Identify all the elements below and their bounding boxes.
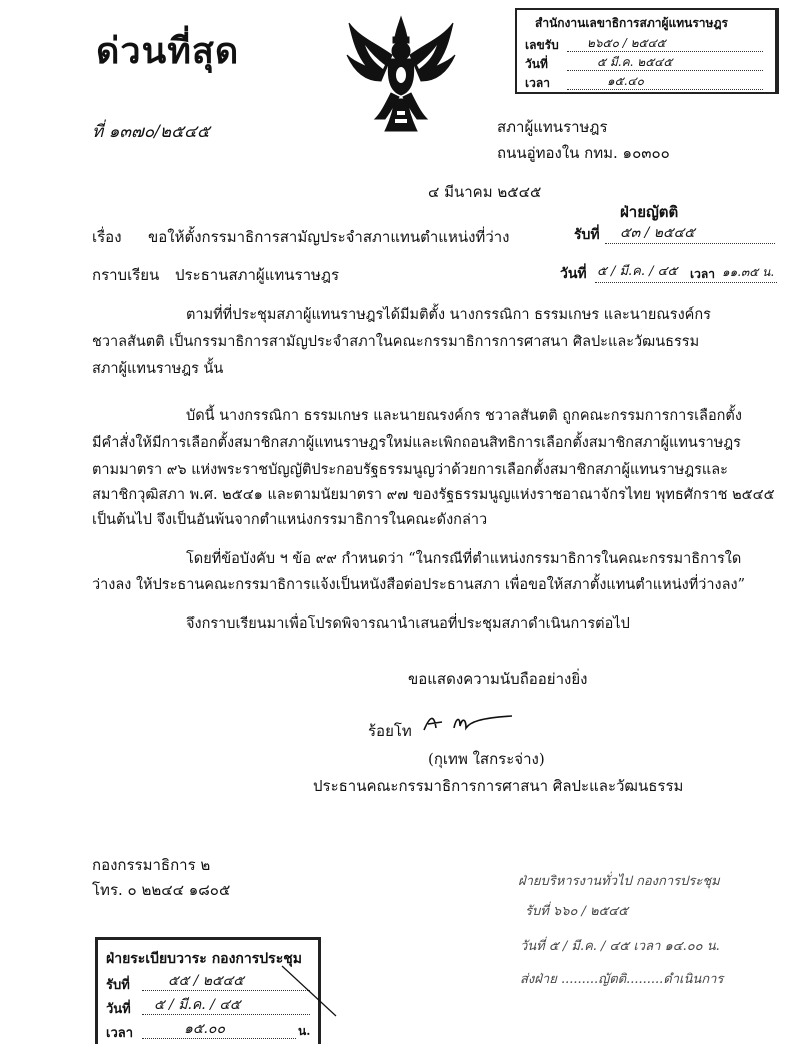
motions-received-value: ๕๓ / ๒๕๔๕ (620, 225, 695, 241)
body-p3-line1: โดยที่ข้อบังคับ ฯ ข้อ ๙๙ กำหนดว่า “ในกรณีที่ตำแหน่งกรรมาธิการในคณะกรรมาธิการใด (186, 551, 742, 567)
urgency-heading: ด่วนที่สุด (96, 31, 240, 72)
admin-stamp-line4: ส่งฝ่าย .........ญัตติ.........ดำเนินการ (520, 972, 724, 987)
stamp-received-label: เลขรับ (525, 38, 559, 52)
agenda-time-label: เวลา (106, 1026, 134, 1041)
receipt-stamp-secretariat (515, 8, 779, 94)
subject-label: เรื่อง (92, 228, 122, 246)
agenda-received-label: รับที่ (106, 978, 130, 993)
footer-phone: โทร. ๐ ๒๒๔๔ ๑๘๐๕ (92, 881, 231, 899)
garuda-emblem-icon (345, 15, 457, 135)
stamp-time-value: ๑๕.๔๐ (607, 74, 644, 88)
agenda-stamp-org: ฝ่ายระเบียบวาระ กองการประชุม (106, 951, 302, 967)
body-p1-line1: ตามที่ที่ประชุมสภาผู้แทนราษฎรได้มีมติตั้ง นางกรรณิกา ธรรมเกษร และนายณรงค์กร (186, 307, 711, 323)
stamp-date-label: วันที่ (525, 57, 548, 71)
recipient-label: กราบเรียน (92, 266, 160, 284)
subject-text: ขอให้ตั้งกรรมาธิการสามัญประจำสภาแทนตำแหน่งที่ว่าง (148, 228, 510, 246)
body-p1-line2: ชวาลสันตติ เป็นกรรมาธิการสามัญประจำสภาในคณะกรรมาธิการการศาสนา ศิลปะและวัฒนธรรม (92, 334, 700, 350)
stamp-org: สำนักงานเลขาธิการสภาผู้แทนราษฎร (535, 16, 728, 30)
stamp-received-value: ๒๖๕๐ / ๒๕๔๕ (587, 36, 666, 50)
body-p2-line5: เป็นต้นไป จึงเป็นอันพ้นจากตำแหน่งกรรมาธิการในคณะดังกล่าว (92, 512, 488, 528)
motions-date-value: ๕ / มี.ค. / ๔๕ (597, 264, 678, 279)
admin-stamp-line2: รับที่ ๖๖๐ / ๒๕๔๕ (525, 904, 629, 919)
recipient-text: ประธานสภาผู้แทนราษฎร (175, 266, 340, 284)
admin-stamp-line1: ฝ่ายบริหารงานทั่วไป กองการประชุม (518, 874, 720, 889)
stamp-time-label: เวลา (525, 76, 550, 90)
body-p2-line4: สมาชิกวุฒิสภา พ.ศ. ๒๕๔๑ และตามนัยมาตรา ๙๗ ของรัฐธรรมนูญแห่งราชอาณาจักรไทย พุทธศักราช ๒๕๔๕ (92, 487, 775, 503)
sender-org: สภาผู้แทนราษฎร (497, 118, 608, 136)
document-number: ที่ ๑๓๗๐/๒๕๔๕ (92, 122, 210, 142)
agenda-time-value: ๑๕.๐๐ (184, 1021, 226, 1037)
signer-name: (กุเทพ ใสกระจ่าง) (428, 750, 545, 768)
body-p3-line2: ว่างลง ให้ประธานคณะกรรมาธิการแจ้งเป็นหนังสือต่อประธานสภา เพื่อขอให้สภาตั้งแทนตำแหน่งที่ว่างลง” (92, 577, 745, 593)
body-p2-line3: ตามมาตรา ๙๖ แห่งพระราชบัญญัติประกอบรัฐธรรมนูญว่าด้วยการเลือกตั้งสมาชิกสภาผู้แทนราษฎรและ (92, 462, 728, 478)
motions-received-label: รับที่ (574, 227, 600, 243)
agenda-date-value: ๕ / มี.ค. / ๔๕ (154, 997, 241, 1013)
signer-title: ประธานคณะกรรมาธิการการศาสนา ศิลปะและวัฒนธรรม (313, 777, 684, 795)
stamp-date-value: ๕ มี.ค. ๒๕๔๕ (597, 55, 673, 69)
body-p2-line1: บัดนี้ นางกรรณิกา ธรรมเกษร และนายณรงค์กร ชวาลสันตติ ถูกคณะกรรมการการเลือกตั้ง (186, 408, 742, 424)
document-date: ๔ มีนาคม ๒๕๔๕ (428, 183, 542, 201)
motions-time-value: ๑๑.๓๕ น. (722, 265, 775, 279)
agenda-date-label: วันที่ (106, 1002, 131, 1017)
body-p2-line2: มีคำสั่งให้มีการเลือกตั้งสมาชิกสภาผู้แทนราษฎรใหม่และเพิกถอนสิทธิการเลือกตั้งสมาชิกสภาผู้แทนราษฎร (92, 435, 741, 451)
motions-date-label: วันที่ (560, 266, 587, 282)
motions-time-label: เวลา (690, 267, 715, 281)
body-p1-line3: สภาผู้แทนราษฎร นั้น (92, 361, 224, 377)
agenda-time-suffix: น. (298, 1024, 311, 1038)
pen-stroke-icon (280, 960, 340, 1020)
admin-stamp-line3: วันที่ ๕ / มี.ค. / ๔๕ เวลา ๑๔.๐๐ น. (520, 939, 720, 954)
footer-office: กองกรรมาธิการ ๒ (92, 856, 211, 874)
closing-salutation: ขอแสดงความนับถืออย่างยิ่ง (408, 670, 588, 688)
signature-icon (420, 708, 516, 738)
motions-dept-label: ฝ่ายญัตติ (620, 203, 679, 221)
body-p4: จึงกราบเรียนมาเพื่อโปรดพิจารณานำเสนอที่ประชุมสภาดำเนินการต่อไป (186, 616, 630, 632)
sender-address: ถนนอู่ทองใน กทม. ๑๐๓๐๐ (497, 144, 670, 162)
agenda-received-value: ๕๕ / ๒๕๔๕ (168, 973, 244, 989)
signer-rank: ร้อยโท (368, 722, 412, 740)
